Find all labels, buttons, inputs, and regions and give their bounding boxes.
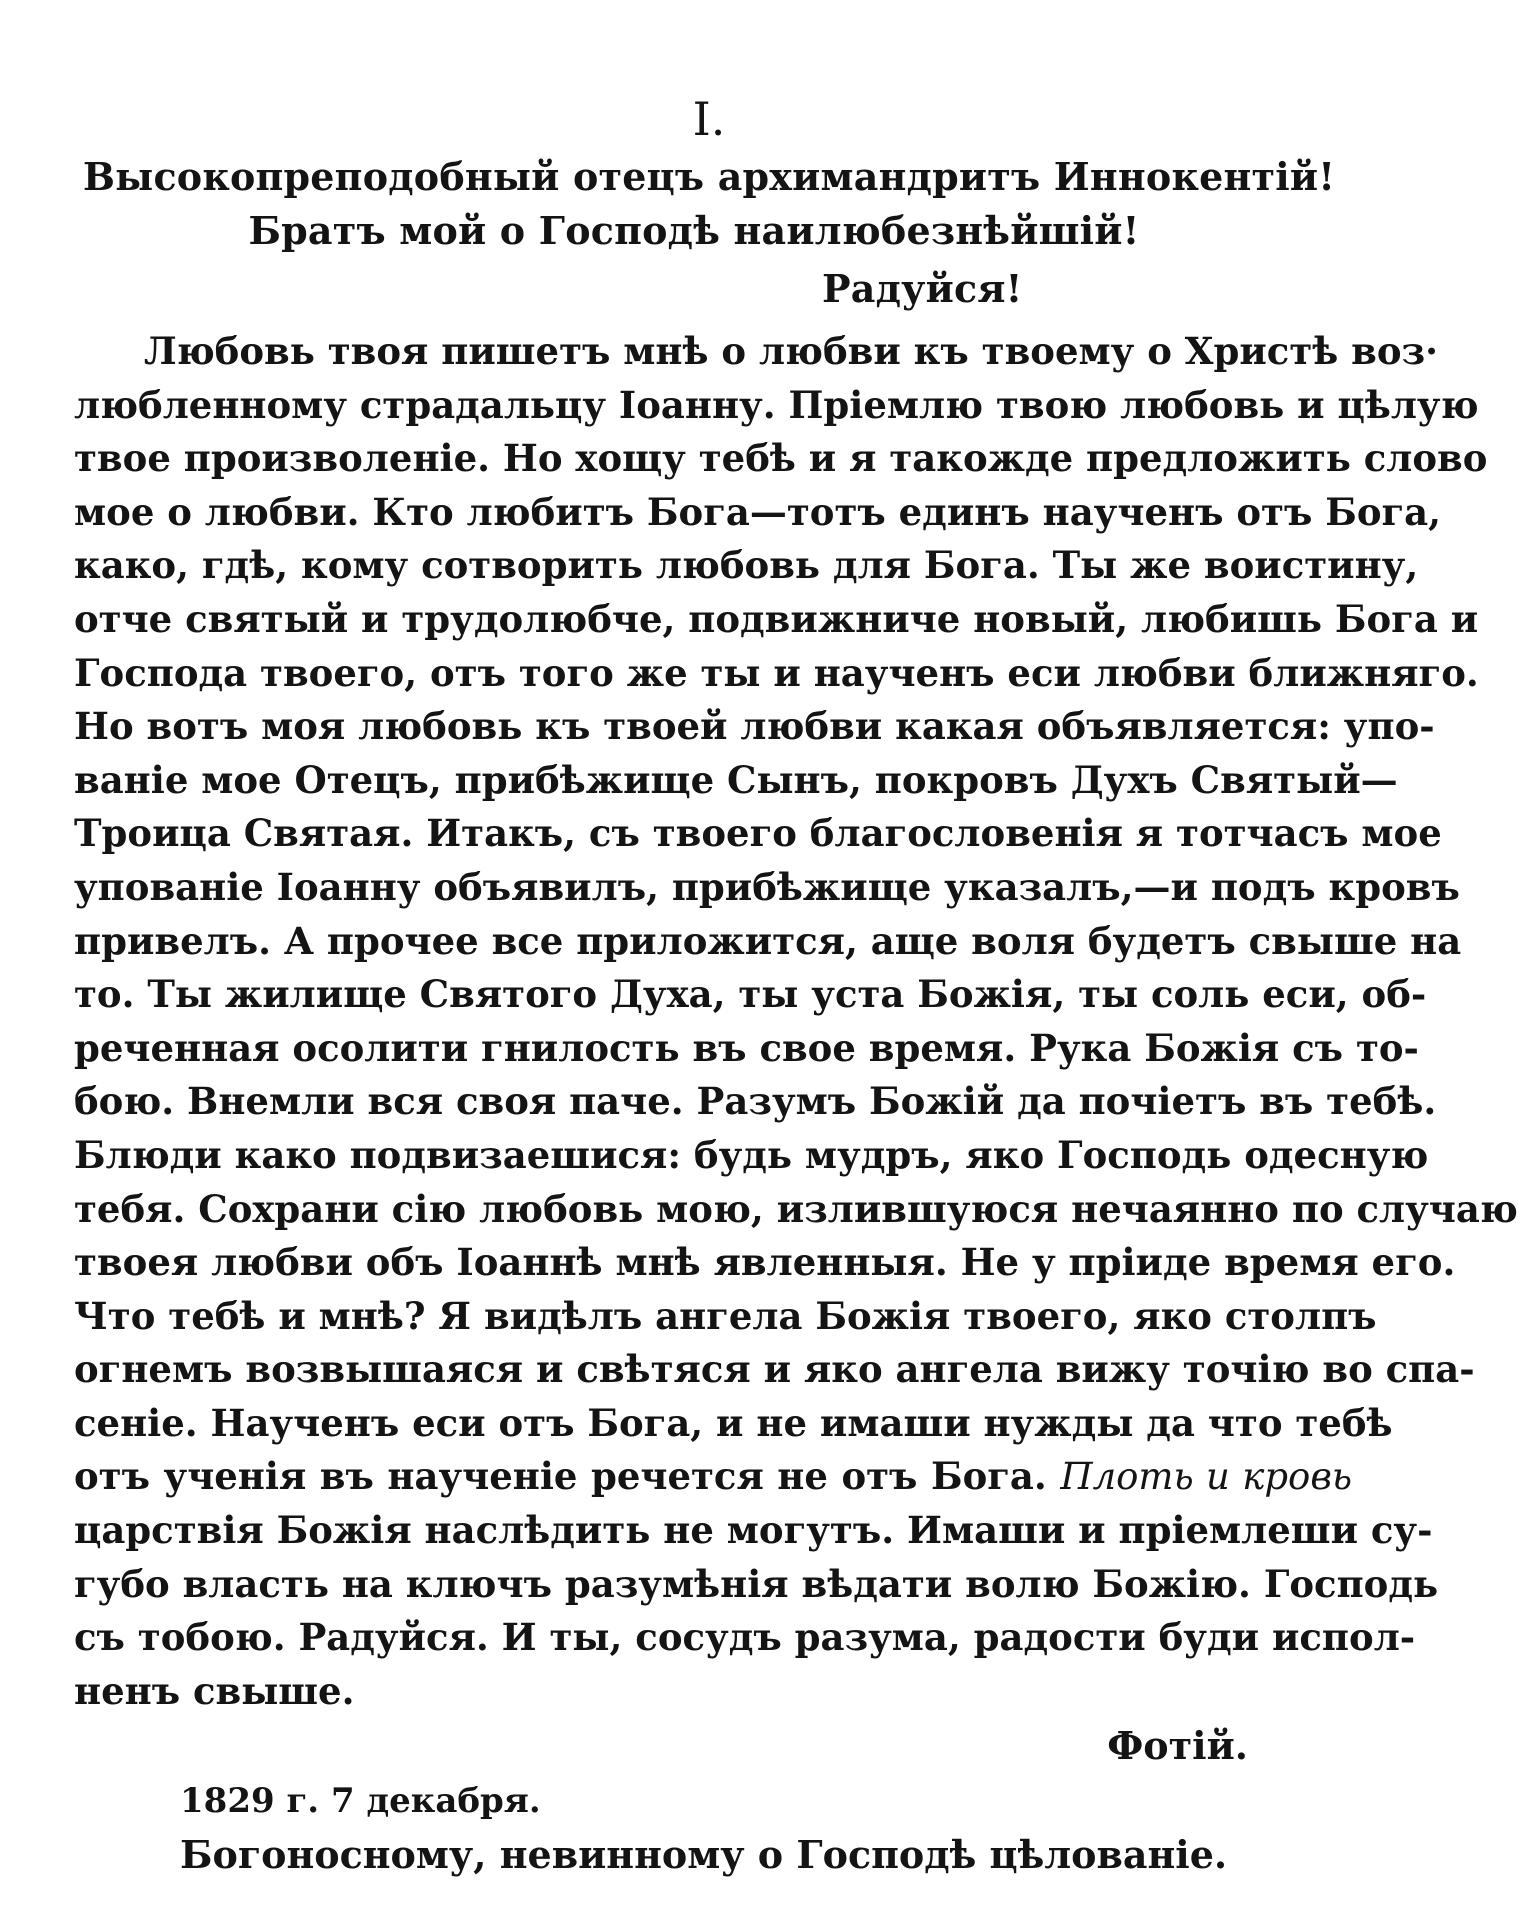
body-line: ненъ свыше. (74, 1668, 355, 1713)
body-line: Но вотъ моя любовь къ твоей любви какая объявляется: упо- (74, 704, 1435, 749)
body-line: то. Ты жилище Святого Духа, ты уста Божія, ты соль еси, об- (74, 972, 1427, 1017)
body-line: твое произволеніе. Но хощу тебѣ и я такожде предложить слово (74, 436, 1488, 481)
body-line: любленному страдальцу Іоанну. Пріемлю твою любовь и цѣлую (74, 382, 1479, 427)
body-line: огнемъ возвышаяся и свѣтяся и яко ангела вижу точію во спа- (74, 1347, 1475, 1392)
body-line: бою. Внемли вся своя паче. Разумъ Божій да почіетъ въ тебѣ. (74, 1079, 1437, 1124)
body-line: царствія Божія наслѣдить не могутъ. Имаши и пріемлеши су- (74, 1508, 1433, 1553)
body-line: реченная осолити гнилость въ свое время. Рука Божія съ то- (74, 1025, 1419, 1070)
body-line: Любовь твоя пишетъ мнѣ о любви къ твоему о Христѣ воз· (144, 329, 1439, 373)
body-line: твоея любви объ Іоаннѣ мнѣ явленныя. Не у пріиде время его. (74, 1240, 1456, 1285)
body-line: съ тобою. Радуйся. И ты, сосудъ разума, радости буди испол- (74, 1615, 1416, 1660)
body-line: Господа твоего, отъ того же ты и наученъ еси любви ближняго. (74, 650, 1479, 695)
signature: Фотій. (1107, 1723, 1248, 1768)
body-line: упованіе Іоанну объявилъ, прибѣжище указалъ,—и подъ кровъ (74, 864, 1460, 909)
body-line: ваніе мое Отецъ, прибѣжище Сынъ, покровъ Духъ Святый— (74, 757, 1398, 802)
body-line: Блюди како подвизаешися: будь мудръ, яко Господь одесную (74, 1132, 1429, 1177)
salutation-line-2: Братъ мой о Господѣ наилюбезнѣйшій! (248, 208, 1140, 253)
letter-date: 1829 г. 7 декабря. (180, 1781, 541, 1821)
body-line: мое о любви. Кто любитъ Бога—тотъ единъ наученъ отъ Бога, (74, 489, 1442, 534)
body-line: губо власть на ключъ разумѣнія вѣдати волю Божію. Господь (74, 1561, 1439, 1606)
body-line: како, гдѣ, кому сотворить любовь для Бога. Ты же воистину, (74, 543, 1419, 588)
closing-line: Богоносному, невинному о Господѣ цѣлованіе. (180, 1832, 1228, 1877)
salutation-line-3: Радуйся! (822, 266, 1023, 311)
body-line: Троица Святая. Итакъ, съ твоего благословенія я тотчасъ мое (74, 811, 1442, 856)
letter-number: I. (692, 92, 726, 146)
body-line: сеніе. Наученъ еси отъ Бога, и не имаши нужды да что тебѣ (74, 1400, 1393, 1445)
body-line: тебя. Сохрани сію любовь мою, излившуюся нечаянно по случаю (74, 1186, 1518, 1231)
letter-body (74, 325, 1518, 1718)
italic-phrase: Плоть и кровь (1060, 1455, 1353, 1499)
body-line-with-italic (74, 1450, 1352, 1504)
salutation-line-1: Высокопреподобный отецъ архимандритъ Иннокентій! (82, 154, 1336, 199)
body-line: привелъ. А прочее все приложится, аще воля будетъ свыше на (74, 918, 1462, 963)
body-line: Что тебѣ и мнѣ? Я видѣлъ ангела Божія твоего, яко столпъ (74, 1293, 1377, 1338)
body-line: отче святый и трудолюбче, подвижниче новый, любишь Бога и (74, 596, 1479, 641)
body-line-text: отъ ученія въ наученіе речется не отъ Бога. (74, 1454, 1047, 1499)
